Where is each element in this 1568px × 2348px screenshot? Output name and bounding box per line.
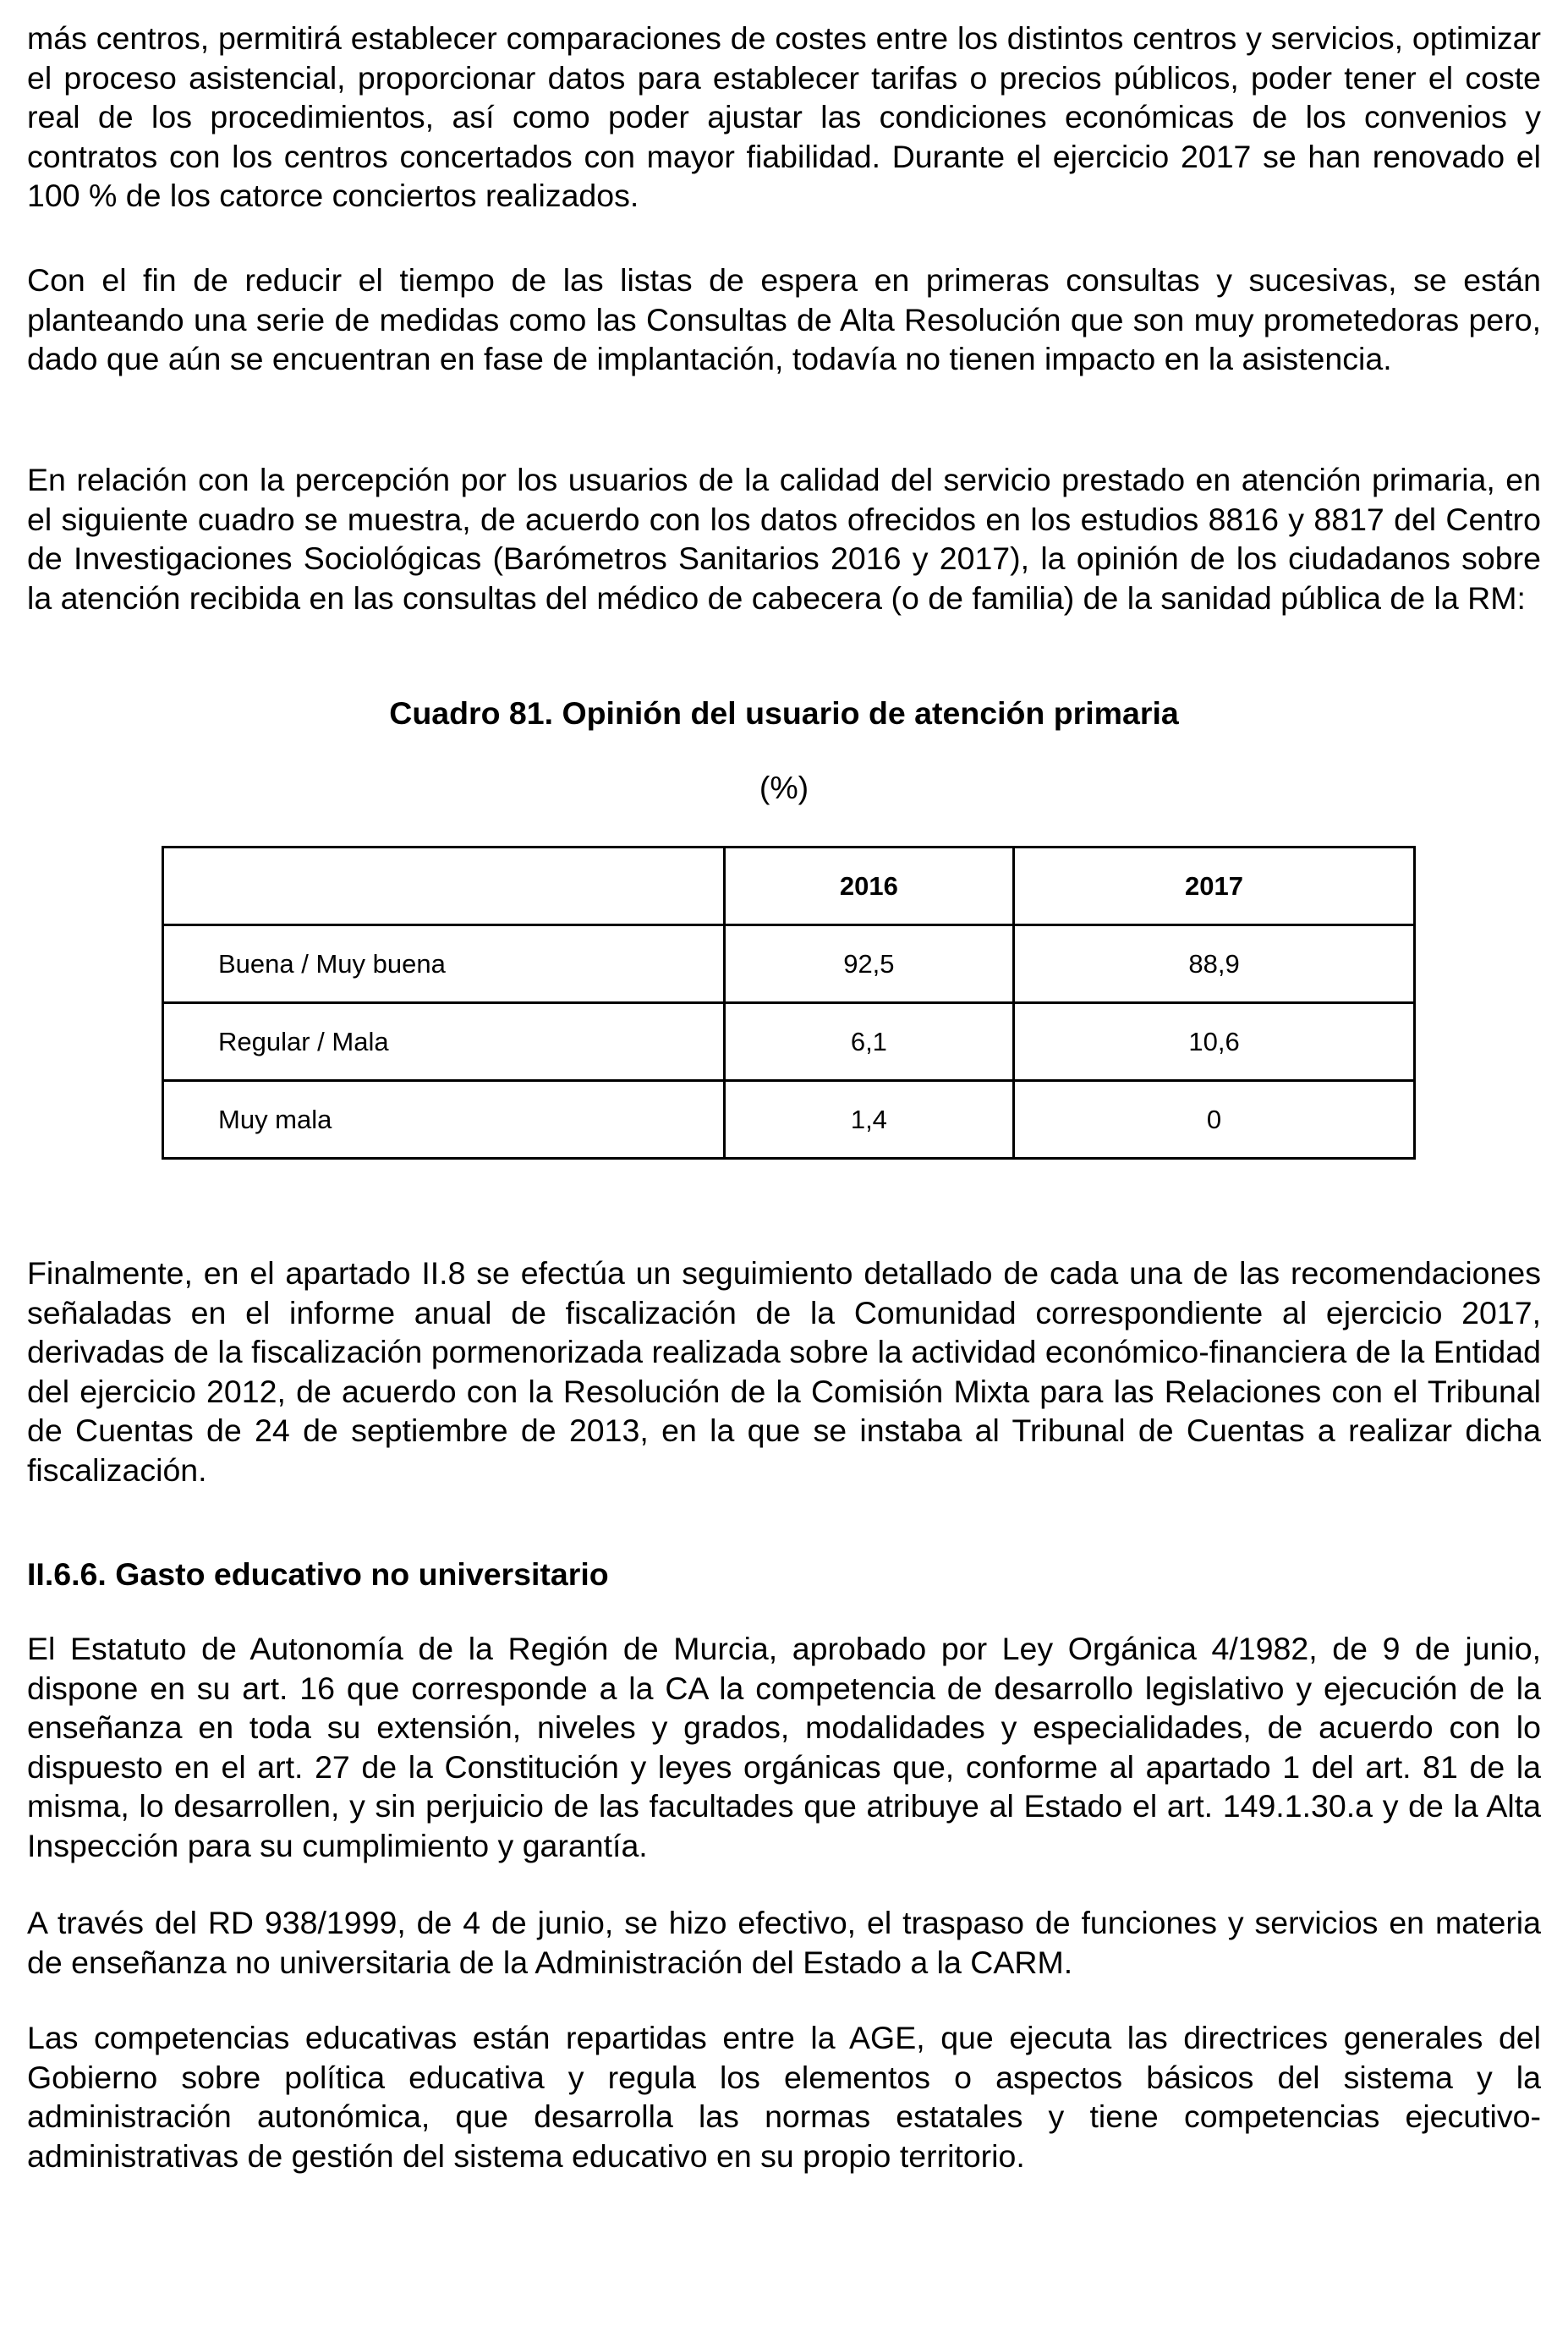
cell-2017: 88,9 xyxy=(1014,925,1415,1003)
row-label: Buena / Muy buena xyxy=(163,925,725,1003)
paragraph-costes-centros: más centros, permitirá establecer comparaciones de costes entre los distintos centros y servicios, optimizar el proceso asistencial, proporcionar datos para establecer tarifas o precios públicos, poder tener el coste real de los procedimientos, así como poder ajustar las condiciones económicas de los convenios y contratos con los centros concertados con mayor fiabilidad. Durante el ejercicio 2017 se han renovado el 100 % de los catorce conciertos realizados. xyxy=(27,20,1541,214)
section-heading: II.6.6. Gasto educativo no universitario xyxy=(27,1556,609,1592)
row-label: Regular / Mala xyxy=(163,1003,725,1081)
paragraph-seguimiento-recomendaciones: Finalmente, en el apartado II.8 se efectúa un seguimiento detallado de cada una de las recomendaciones señaladas en el informe anual de fiscalización de la Comunidad correspondiente al ejercicio 2017, derivadas de la fiscalización pormenorizada realizada sobre la actividad económico-financiera de la Entidad del ejercicio 2012, de acuerdo con la Resolución de la Comisión Mixta para las Relaciones con el Tribunal de Cuentas de 24 de septiembre de 2013, en la que se instaba al Tribunal de Cuentas a realizar dicha fiscalización. xyxy=(27,1255,1541,1488)
paragraph-traspaso-funciones: A través del RD 938/1999, de 4 de junio, se hizo efectivo, el traspaso de funciones y servicios en materia de enseñanza no universitaria de la Administración del Estado a la CARM. xyxy=(27,1905,1541,1980)
paragraph-estatuto-autonomia: El Estatuto de Autonomía de la Región de Murcia, aprobado por Ley Orgánica 4/1982, de 9 de junio, dispone en su art. 16 que corresponde a la CA la competencia de desarrollo legislativo y ejecución de la enseñanza en toda su extensión, niveles y grados, modalidades y especialidades, de acuerdo con lo dispuesto en el art. 27 de la Constitución y leyes orgánicas que, conforme al apartado 1 del art. 81 de la misma, lo desarrollen, y sin perjuicio de las facultades que atribuye al Estado el art. 149.1.30.a y de la Alta Inspección para su cumplimiento y garantía. xyxy=(27,1631,1541,1863)
header-2016: 2016 xyxy=(724,848,1013,925)
cell-2016: 92,5 xyxy=(724,925,1013,1003)
header-empty-cell xyxy=(163,848,725,925)
row-label: Muy mala xyxy=(163,1081,725,1159)
table-row xyxy=(163,925,1415,1003)
cell-2017: 10,6 xyxy=(1014,1003,1415,1081)
paragraph-percepcion-usuarios: En relación con la percepción por los usuarios de la calidad del servicio prestado en atención primaria, en el siguiente cuadro se muestra, de acuerdo con los datos ofrecidos en los estudios 8816 y 8817 del Centro de Investigaciones Sociológicas (Barómetros Sanitarios 2016 y 2017), la opinión de los ciudadanos sobre la atención recibida en las consultas del médico de cabecera (o de familia) de la sanidad pública de la RM: xyxy=(27,462,1541,616)
paragraph-competencias-educativas: Las competencias educativas están repartidas entre la AGE, que ejecuta las directrices generales del Gobierno sobre política educativa y regula los elementos o aspectos básicos del sistema y la administración autonómica, que desarrolla las normas estatales y tiene competencias ejecutivo-administrativas de gestión del sistema educativo en su propio territorio. xyxy=(27,2020,1541,2174)
table-row xyxy=(163,1081,1415,1159)
cell-2017: 0 xyxy=(1014,1081,1415,1159)
paragraph-listas-espera: Con el fin de reducir el tiempo de las listas de espera en primeras consultas y sucesivas, se están planteando una serie de medidas como las Consultas de Alta Resolución que son muy prometedoras pero, dado que aún se encuentran en fase de implantación, todavía no tienen impacto en la asistencia. xyxy=(27,262,1541,377)
cell-2016: 1,4 xyxy=(724,1081,1013,1159)
table-caption: Cuadro 81. Opinión del usuario de atención primaria xyxy=(389,695,1179,731)
table-header-row xyxy=(163,848,1415,925)
opinion-usuario-table xyxy=(162,846,1416,1160)
header-2017: 2017 xyxy=(1014,848,1415,925)
cell-2016: 6,1 xyxy=(724,1003,1013,1081)
table-row xyxy=(163,1003,1415,1081)
table-unit: (%) xyxy=(759,770,809,805)
